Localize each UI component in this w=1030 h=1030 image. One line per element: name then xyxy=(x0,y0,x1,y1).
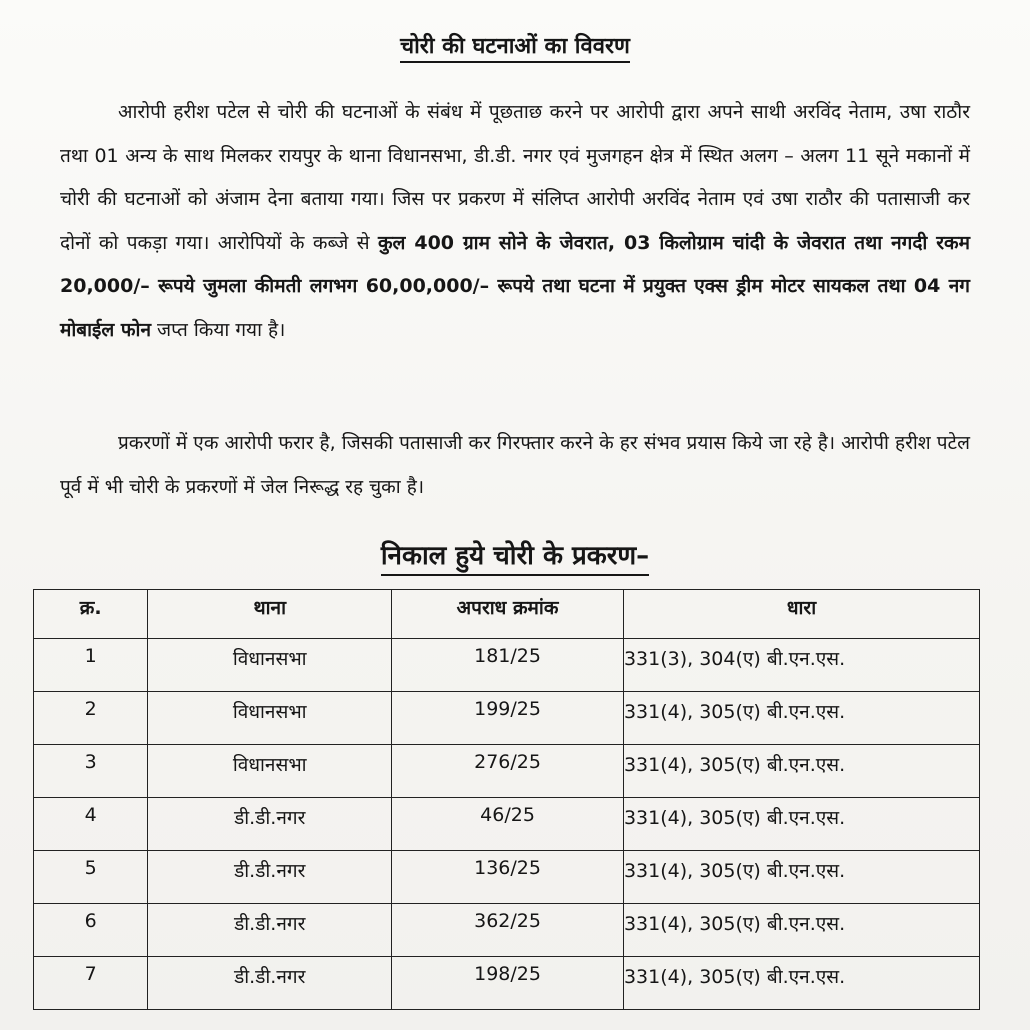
cell-section: 331(4), 305(ए) बी.एन.एस. xyxy=(623,904,979,957)
header-serial: क्र. xyxy=(34,590,148,639)
cell-crime-number: 46/25 xyxy=(392,798,624,851)
cell-crime-number: 181/25 xyxy=(392,639,624,692)
cases-subtitle-text: निकाल हुये चोरी के प्रकरण– xyxy=(381,541,649,576)
paragraph-1-text-c: जप्त किया गया है। xyxy=(151,318,286,341)
table-row xyxy=(34,798,980,851)
cases-subtitle xyxy=(0,536,1030,572)
paragraph-1-text-a: आरोपी हरीश पटेल से चोरी की घटनाओं के संबंध में पूछताछ करने पर आरोपी द्वारा अपने साथी अरविंद नेताम, उषा राठौर तथा 01 अन्य के साथ मिलकर रायपुर के थाना विधानसभा, डी.डी. नगर एवं मुजगहन क्षेत्र में स्थित अलग – अलग 11 सूने मकानों में चोरी की घटनाओं को अंजाम देना बताया गया। जिस पर प्रकरण में संलिप्त आरोपी अरविंद नेताम एवं उषा राठौर की पतासाजी कर दोनों को पकड़ा गया। आरोपियों के कब्जे से xyxy=(60,101,970,254)
cell-crime-number: 136/25 xyxy=(392,851,624,904)
document-title xyxy=(0,30,1030,60)
cell-serial: 7 xyxy=(34,957,148,1010)
cell-police-station: विधानसभा xyxy=(148,745,392,798)
cases-table xyxy=(33,589,980,1010)
table-row xyxy=(34,745,980,798)
header-police-station: थाना xyxy=(148,590,392,639)
cell-section: 331(4), 305(ए) बी.एन.एस. xyxy=(623,692,979,745)
cell-serial: 6 xyxy=(34,904,148,957)
cell-crime-number: 199/25 xyxy=(392,692,624,745)
cell-serial: 3 xyxy=(34,745,148,798)
cell-crime-number: 276/25 xyxy=(392,745,624,798)
cell-serial: 1 xyxy=(34,639,148,692)
cell-police-station: डी.डी.नगर xyxy=(148,851,392,904)
table-header-row xyxy=(34,590,980,639)
cell-police-station: विधानसभा xyxy=(148,692,392,745)
table-row xyxy=(34,639,980,692)
cell-section: 331(4), 305(ए) बी.एन.एस. xyxy=(623,745,979,798)
table-row xyxy=(34,904,980,957)
cell-crime-number: 362/25 xyxy=(392,904,624,957)
cell-police-station: विधानसभा xyxy=(148,639,392,692)
header-crime-number: अपराध क्रमांक xyxy=(392,590,624,639)
cell-section: 331(4), 305(ए) बी.एन.एस. xyxy=(623,957,979,1010)
cell-section: 331(4), 305(ए) बी.एन.एस. xyxy=(623,798,979,851)
cell-serial: 4 xyxy=(34,798,148,851)
table-row xyxy=(34,692,980,745)
paragraph-arrest-details xyxy=(60,91,970,352)
document-title-text: चोरी की घटनाओं का विवरण xyxy=(400,34,630,63)
cell-police-station: डी.डी.नगर xyxy=(148,957,392,1010)
cell-police-station: डी.डी.नगर xyxy=(148,904,392,957)
cell-serial: 2 xyxy=(34,692,148,745)
cell-section: 331(4), 305(ए) बी.एन.एस. xyxy=(623,851,979,904)
table-row xyxy=(34,957,980,1010)
paragraph-1-seized-items: कुल 400 ग्राम सोने के जेवरात, 03 किलोग्राम चांदी के जेवरात तथा नगदी रकम 20,000/– रूपये जुमला कीमती लगभग 60,00,000/– रूपये तथा घटना में प्रयुक्त एक्स ड्रीम मोटर सायकल तथा 04 नग मोबाईल फोन xyxy=(60,231,971,341)
cell-section: 331(3), 304(ए) बी.एन.एस. xyxy=(623,639,979,692)
header-section: धारा xyxy=(623,590,979,639)
cell-crime-number: 198/25 xyxy=(392,957,624,1010)
table-row xyxy=(34,851,980,904)
paragraph-absconding-accused: प्रकरणों में एक आरोपी फरार है, जिसकी पतासाजी कर गिरफ्तार करने के हर संभव प्रयास किये जा रहे है। आरोपी हरीश पटेल पूर्व में भी चोरी के प्रकरणों में जेल निरूद्ध रह चुका है। xyxy=(60,432,970,498)
cell-serial: 5 xyxy=(34,851,148,904)
cell-police-station: डी.डी.नगर xyxy=(148,798,392,851)
